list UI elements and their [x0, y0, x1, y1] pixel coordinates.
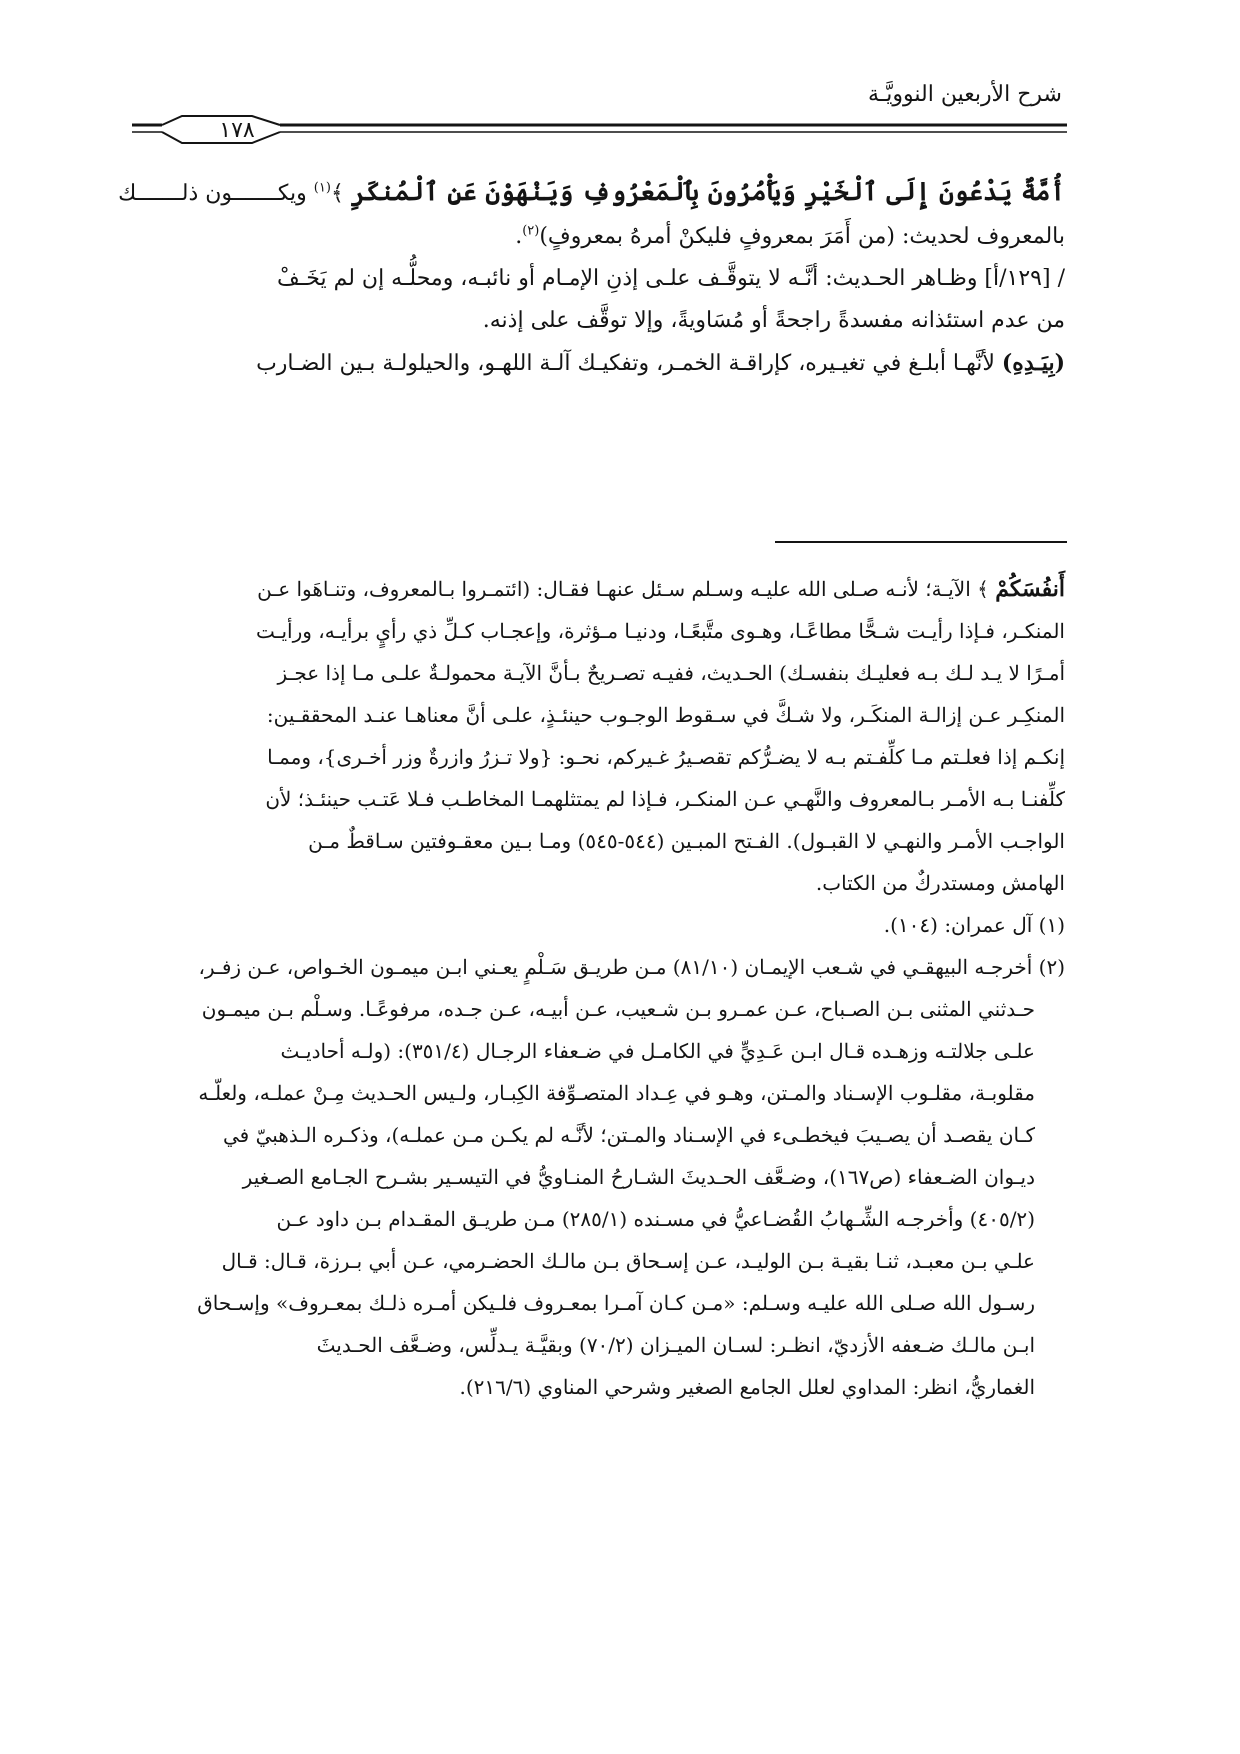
main-line-2-text: بالمعروف لحديث: (من أَمَرَ بمعروفٍ فليكنْ أمرهُ بمعروفٍ) — [539, 224, 1065, 249]
main-line-1 — [118, 168, 1065, 216]
footnote-divider — [775, 541, 1067, 543]
main-line-2-end: . — [515, 224, 523, 249]
footnote-continuation-line: المنكِـر عـن إزالـة المنكَـر، ولا شـكَّ في سـقوط الوجـوب حينئـذٍ، علـى أنَّ معناهـا عنـد المحققـين: — [266, 703, 1065, 727]
ornate-bracket: ﴾ — [330, 181, 344, 206]
main-line-4: من عدم استئذانه مفسدةً راجحةً أو مُسَاويةً، وإلا توقَّف على إذنه. — [482, 308, 1065, 333]
quran-fragment: أَنفُسَكُمْ — [995, 576, 1065, 602]
main-line-2 — [180, 216, 1065, 258]
main-line-1-rest: ويكـــــــون ذلـــــــك — [118, 181, 307, 206]
footnote-continuation-line: إنكـم إذا فعلـتم مـا كلِّفـتم بـه لا يضـرُّكم تقصـيرُ غـيركم، نحـو: {ولا تـزرُ وازرةٌ وزر أخـرى}، وممـا — [267, 745, 1065, 769]
quran-verse: أُمَّةٌ يَدْعُونَ إِلَى ٱلْخَيْرِ وَيَأْمُرُونَ بِٱلْمَعْرُوفِ وَيَنْهَوْنَ عَنِ ٱلْمُنكَرِ — [350, 177, 1065, 206]
main-line-5 — [180, 342, 1065, 384]
ornate-bracket: ﴾ — [977, 577, 989, 601]
footnote-2-line: (٤٠٥/٢) وأخرجـه الشِّـهابُ القُضـاعيُّ في مسـنده (٢٨٥/١) مـن طريـق المقـدام بـن داود عـن — [276, 1207, 1035, 1231]
footnote-2-line: علـى جلالتـه وزهـده قـال ابـن عَـدِيٍّ في الكامـل في ضـعفاء الرجـال (٣٥١/٤): (ولـه أحاديـث — [280, 1039, 1035, 1063]
footnote-2: (٢) أخرجـه البيهقـي في شـعب الإيمـان (٨١/١٠) مـن طريـق سَـلْمٍ يعـني ابـن ميمـون الخـواص، عـن زفـر، — [198, 955, 1065, 979]
running-title: شرح الأربعين النوويَّـة — [868, 82, 1062, 107]
footnote-continuation-line: المنكـر، فـإذا رأيـت شـحًّا مطاعًـا، وهـوى متَّبعًـا، ودنيـا مـؤثرة، وإعجـاب كـلِّ ذي رأيٍ برأيـه، ورأيـت — [255, 619, 1065, 643]
footnote-ref-1[interactable]: (١) — [313, 180, 331, 196]
hadith-keyword: (بِيَـدِهِ) — [1001, 350, 1065, 376]
footnote-2-line: مقلوبـة، مقلـوب الإسـناد والمـتن، وهـو في عِـداد المتصـوِّفة الكِبـار، ولـيس الحـديث مِـنْ عملـه، ولعلّـه — [198, 1081, 1035, 1105]
footnote-2-line: الغماريُّ، انظر: المداوي لعلل الجامع الصغير وشرحي المناوي (٢١٦/٦). — [459, 1375, 1035, 1399]
footnote-2-line: رسـول الله صـلى الله عليـه وسـلم: «مـن كـان آمـرا بمعـروف فلـيكن أمـره ذلـك بمعـروف» وإسـحاق — [197, 1291, 1035, 1315]
footnote-continuation-line: أمـرًا لا يـد لـك بـه فعليـك بنفسـك) الحـديث، ففيـه تصـريحٌ بـأنَّ الآيـة محمولـةٌ علـى مـا إذا عجـز — [277, 661, 1065, 685]
footnote-2-line: كـان يقصـد أن يصـيبَ فيخطـىء في الإسـناد والمـتن؛ لأنَّـه لم يكـن مـن عملـه)، وذكـره الـذهبيّ في — [223, 1123, 1035, 1147]
page-number: ١٧٨ — [219, 118, 255, 143]
footnotes — [170, 568, 1065, 1408]
main-line-5-rest: لأنَّهـا أبلـغ في تغيـيره، كإراقـة الخمـر، وتفكيـك آلـة اللهـو، والحيلولـة بـين الضـارب — [256, 351, 995, 376]
footnote-2-line: ديـوان الضـعفاء (ص١٦٧)، وضـعَّف الحـديثَ الشـارحُ المنـاويُّ في التيسـير بشـرح الجـامع الصـغير — [242, 1165, 1035, 1189]
footnote-continuation-line: الهامش ومستدركٌ من الكتاب. — [815, 871, 1065, 895]
footnote-continuation-line: كلِّفنـا بـه الأمـر بـالمعروف والنَّهـي عـن المنكـر، فـإذا لم يمتثلهمـا المخاطـب فـلا عَتـب حينئـذ؛ لأن — [265, 787, 1065, 811]
footnote-ref-2[interactable]: (٢) — [522, 223, 540, 239]
footnote-2-line: علـي بـن معبـد، ثنـا بقيـة بـن الوليـد، عـن إسـحاق بـن مالـك الحضـرمي، عـن أبي بـرزة، قـال: قـال — [221, 1249, 1035, 1273]
footnote-continuation-line — [170, 568, 1065, 610]
footnote-continuation-text: الآيـة؛ لأنـه صـلى الله عليـه وسـلم سـئل عنهـا فقـال: (ائتمـروا بـالمعروف، وتنـاهَوا عـن — [257, 577, 971, 601]
footnote-2-line: ابـن مالـك ضـعفه الأزديّ، انظـر: لسـان الميـزان (٧٠/٢) وبقيَّـة يـدلِّس، وضـعَّف الحـديثَ — [316, 1333, 1035, 1357]
main-text — [118, 168, 1065, 384]
footnote-2-line: حـدثني المثنى بـن الصـباح، عـن عمـرو بـن شـعيب، عـن أبيـه، عـن جـده، مرفوعًـا. وسـلْم بـن ميمـون — [201, 997, 1035, 1021]
main-line-3: / [١٢٩/أ] وظـاهر الحـديث: أنَّـه لا يتوقَّـف علـى إذنِ الإمـام أو نائبـه، ومحلُّـه إن لم يَخَـفْ — [277, 266, 1065, 291]
footnote-continuation-line: الواجـب الأمـر والنهـي لا القبـول). الفـتح المبـين (٥٤٤-٥٤٥) ومـا بـين معقـوفتين سـاقطٌ مـن — [308, 829, 1065, 853]
footnote-1: (١) آل عمران: (١٠٤). — [883, 913, 1065, 937]
